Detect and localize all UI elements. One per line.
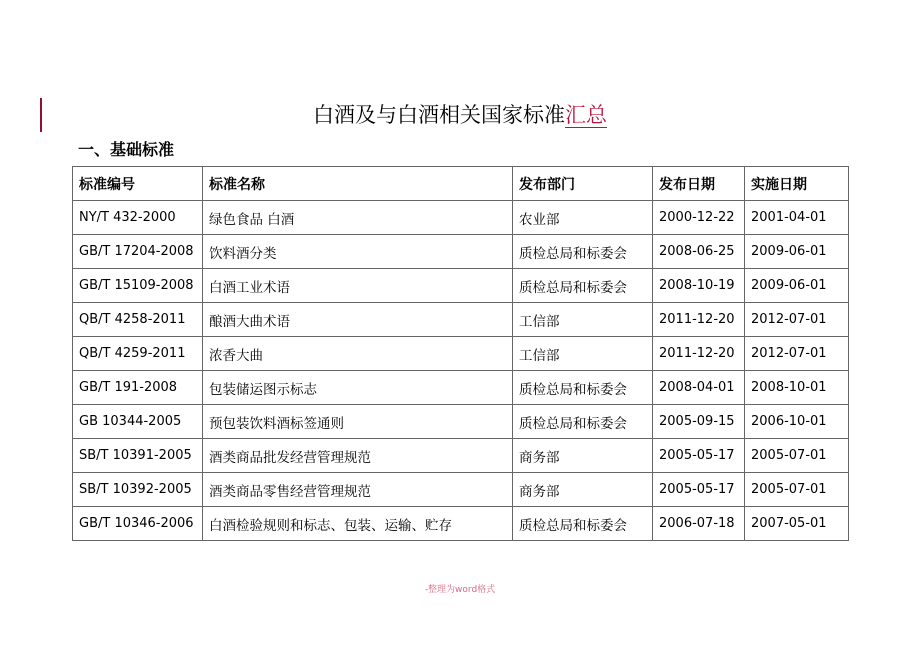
footer-note: -整理为word格式 bbox=[424, 585, 496, 595]
document-title bbox=[0, 100, 920, 130]
cell-name: 白酒检验规则和标志、包装、运输、贮存 bbox=[203, 507, 513, 541]
cell-name: 饮料酒分类 bbox=[203, 235, 513, 269]
table-row bbox=[73, 405, 849, 439]
cell-dept: 工信部 bbox=[513, 303, 653, 337]
table-row bbox=[73, 269, 849, 303]
cell-name: 白酒工业术语 bbox=[203, 269, 513, 303]
cell-code: SB/T 10392-2005 bbox=[73, 473, 203, 507]
cell-code: GB/T 15109-2008 bbox=[73, 269, 203, 303]
header-dept: 发布部门 bbox=[513, 167, 653, 201]
table-row bbox=[73, 507, 849, 541]
cell-effective: 2007-05-01 bbox=[745, 507, 849, 541]
cell-code: NY/T 432-2000 bbox=[73, 201, 203, 235]
cell-effective: 2009-06-01 bbox=[745, 269, 849, 303]
table-row bbox=[73, 201, 849, 235]
cell-effective: 2012-07-01 bbox=[745, 303, 849, 337]
cell-name: 绿色食品 白酒 bbox=[203, 201, 513, 235]
cell-dept: 商务部 bbox=[513, 473, 653, 507]
cell-code: GB/T 191-2008 bbox=[73, 371, 203, 405]
cell-effective: 2005-07-01 bbox=[745, 439, 849, 473]
cell-name: 预包装饮料酒标签通则 bbox=[203, 405, 513, 439]
cell-published: 2008-10-19 bbox=[653, 269, 745, 303]
table-header-row bbox=[73, 167, 849, 201]
cell-published: 2008-06-25 bbox=[653, 235, 745, 269]
header-code: 标准编号 bbox=[73, 167, 203, 201]
cell-code: QB/T 4258-2011 bbox=[73, 303, 203, 337]
cell-published: 2005-09-15 bbox=[653, 405, 745, 439]
cell-published: 2008-04-01 bbox=[653, 371, 745, 405]
cell-code: GB/T 10346-2006 bbox=[73, 507, 203, 541]
cell-dept: 商务部 bbox=[513, 439, 653, 473]
header-published: 发布日期 bbox=[653, 167, 745, 201]
cell-code: SB/T 10391-2005 bbox=[73, 439, 203, 473]
cell-effective: 2006-10-01 bbox=[745, 405, 849, 439]
cell-dept: 质检总局和标委会 bbox=[513, 405, 653, 439]
cell-dept: 质检总局和标委会 bbox=[513, 371, 653, 405]
cell-effective: 2012-07-01 bbox=[745, 337, 849, 371]
cell-effective: 2005-07-01 bbox=[745, 473, 849, 507]
cell-name: 包装储运图示标志 bbox=[203, 371, 513, 405]
table-row bbox=[73, 235, 849, 269]
cell-published: 2011-12-20 bbox=[653, 303, 745, 337]
cell-published: 2000-12-22 bbox=[653, 201, 745, 235]
cell-code: GB 10344-2005 bbox=[73, 405, 203, 439]
cell-code: QB/T 4259-2011 bbox=[73, 337, 203, 371]
title-highlight: 汇总 bbox=[565, 103, 607, 127]
cell-dept: 质检总局和标委会 bbox=[513, 507, 653, 541]
title-main: 白酒及与白酒相关国家标准 bbox=[313, 103, 565, 127]
cell-dept: 工信部 bbox=[513, 337, 653, 371]
table-row bbox=[73, 303, 849, 337]
table-row bbox=[73, 371, 849, 405]
cell-dept: 质检总局和标委会 bbox=[513, 235, 653, 269]
cell-published: 2006-07-18 bbox=[653, 507, 745, 541]
standards-table bbox=[72, 166, 849, 541]
table-row bbox=[73, 337, 849, 371]
cell-published: 2005-05-17 bbox=[653, 439, 745, 473]
cell-published: 2005-05-17 bbox=[653, 473, 745, 507]
cell-effective: 2008-10-01 bbox=[745, 371, 849, 405]
cell-effective: 2001-04-01 bbox=[745, 201, 849, 235]
cell-code: GB/T 17204-2008 bbox=[73, 235, 203, 269]
cell-dept: 农业部 bbox=[513, 201, 653, 235]
header-name: 标准名称 bbox=[203, 167, 513, 201]
cell-effective: 2009-06-01 bbox=[745, 235, 849, 269]
table-row bbox=[73, 473, 849, 507]
cell-name: 酒类商品零售经营管理规范 bbox=[203, 473, 513, 507]
cell-published: 2011-12-20 bbox=[653, 337, 745, 371]
section-heading: 一、基础标准 bbox=[78, 140, 175, 159]
table-row bbox=[73, 439, 849, 473]
cell-name: 浓香大曲 bbox=[203, 337, 513, 371]
cell-dept: 质检总局和标委会 bbox=[513, 269, 653, 303]
cell-name: 酿酒大曲术语 bbox=[203, 303, 513, 337]
cell-name: 酒类商品批发经营管理规范 bbox=[203, 439, 513, 473]
header-effective: 实施日期 bbox=[745, 167, 849, 201]
